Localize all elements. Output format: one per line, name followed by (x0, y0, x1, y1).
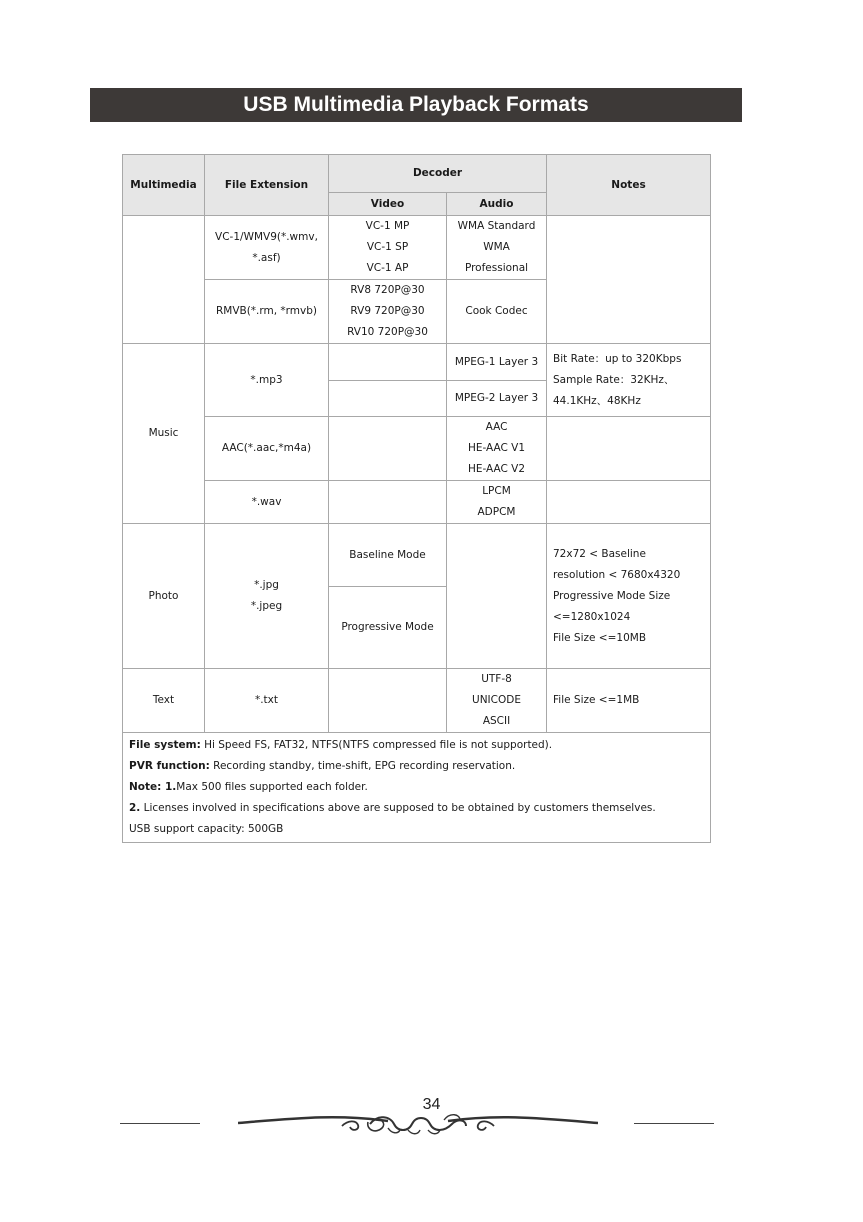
text-extension: *.txt (205, 669, 329, 733)
mp3-video-1 (329, 344, 447, 381)
cell-line: RV8 720P@30 (350, 284, 425, 296)
wav-extension: *.wav (205, 481, 329, 524)
pvr-function-text: Recording standby, time-shift, EPG recording reservation. (209, 760, 516, 772)
header-notes: Notes (547, 155, 711, 216)
text-audio-cell (447, 669, 547, 733)
page-number: 34 (422, 1096, 441, 1113)
cell-line: resolution < 7680x4320 (553, 568, 681, 581)
mp3-extension: *.mp3 (205, 344, 329, 417)
table-row (123, 524, 711, 587)
note-1-text: Max 500 files supported each folder. (176, 781, 368, 793)
note-2 (129, 798, 704, 819)
table-row (123, 216, 711, 280)
table-row (123, 669, 711, 733)
aac-audio-cell (447, 417, 547, 481)
footnotes-row (123, 733, 711, 843)
photo-audio (447, 524, 547, 669)
rmvb-video-cell (329, 280, 447, 344)
cell-line: 44.1KHz、48KHz (553, 394, 641, 407)
mp3-audio-1: MPEG-1 Layer 3 (447, 344, 547, 381)
vc1-video-cell (329, 216, 447, 280)
cell-line: WMA (483, 241, 510, 253)
page-title: USB Multimedia Playback Formats (90, 88, 742, 122)
footer-rule-left (120, 1123, 200, 1124)
file-system-label: File system: (129, 739, 201, 751)
footer-rule-right (634, 1123, 714, 1124)
playback-formats-table (122, 154, 711, 843)
cell-line: HE-AAC V1 (467, 442, 526, 454)
table-row (123, 344, 711, 381)
cell-line: Sample Rate：32KHz、 (553, 373, 675, 386)
cell-line: UNICODE (472, 694, 521, 706)
table-row (123, 417, 711, 481)
text-notes: File Size <=1MB (547, 669, 711, 733)
cell-line: <=1280x1024 (553, 610, 631, 623)
photo-video-progressive: Progressive Mode (329, 587, 447, 669)
aac-extension: AAC(*.aac,*m4a) (205, 417, 329, 481)
cell-line: VC-1 SP (366, 241, 409, 253)
mp3-notes (547, 344, 711, 417)
cell-line: HE-AAC V2 (467, 463, 526, 475)
note-1 (129, 777, 704, 798)
footer-ornament-icon (238, 1108, 598, 1138)
cell-line: ADPCM (477, 506, 516, 518)
pvr-function-label: PVR function: (129, 760, 210, 772)
header-video: Video (329, 193, 447, 216)
cell-line: 72x72 < Baseline (553, 547, 646, 560)
header-multimedia: Multimedia (123, 155, 205, 216)
file-system-text: Hi Speed FS, FAT32, NTFS(NTFS compressed file is not supported). (200, 739, 553, 751)
mp3-video-2 (329, 381, 447, 417)
cell-line: *.jpg (254, 579, 279, 591)
photo-extension-cell (205, 524, 329, 669)
rmvb-extension: RMVB(*.rm, *rmvb) (205, 280, 329, 344)
vc1-extension: VC-1/WMV9(*.wmv, *.asf) (205, 216, 329, 280)
cell-line: Progressive Mode Size (553, 589, 671, 602)
cell-line: WMA Standard (457, 220, 536, 232)
wav-notes (547, 481, 711, 524)
photo-label: Photo (123, 524, 205, 669)
cell-line: RV9 720P@30 (350, 305, 425, 317)
rmvb-audio: Cook Codec (447, 280, 547, 344)
cell-line: Professional (464, 262, 529, 274)
cell-line: UTF-8 (481, 673, 512, 685)
cell-line: File Size <=10MB (553, 631, 647, 644)
wav-video (329, 481, 447, 524)
file-system-note (129, 735, 704, 756)
table-row (123, 481, 711, 524)
footnotes-cell (123, 733, 711, 843)
text-label: Text (123, 669, 205, 733)
cell-line: *.jpeg (250, 600, 283, 612)
cell-line: VC-1 AP (366, 262, 409, 274)
cell-line: AAC (485, 421, 508, 433)
note-2-text: Licenses involved in specifications above are supposed to be obtained by customers themselves. (140, 802, 656, 814)
movie-notes-cell (547, 216, 711, 344)
header-audio: Audio (447, 193, 547, 216)
text-video (329, 669, 447, 733)
cell-line: Bit Rate：up to 320Kbps (553, 352, 682, 365)
usb-capacity-note: USB support capacity: 500GB (129, 823, 284, 835)
cell-line: VC-1 MP (365, 220, 410, 232)
note-1-label: Note: 1. (129, 781, 177, 793)
note-2-label: 2. (129, 802, 141, 814)
mp3-audio-2: MPEG-2 Layer 3 (447, 381, 547, 417)
photo-video-baseline: Baseline Mode (329, 524, 447, 587)
music-label: Music (123, 344, 205, 524)
aac-notes (547, 417, 711, 481)
pvr-function-note (129, 756, 704, 777)
cell-line: RV10 720P@30 (347, 326, 428, 338)
movie-type-cell (123, 216, 205, 344)
cell-line: LPCM (482, 485, 511, 497)
header-row (123, 155, 711, 193)
cell-line: ASCII (482, 715, 511, 727)
header-decoder: Decoder (329, 155, 547, 193)
header-file-extension: File Extension (205, 155, 329, 216)
photo-notes (547, 524, 711, 669)
aac-video (329, 417, 447, 481)
vc1-audio-cell (447, 216, 547, 280)
wav-audio-cell (447, 481, 547, 524)
